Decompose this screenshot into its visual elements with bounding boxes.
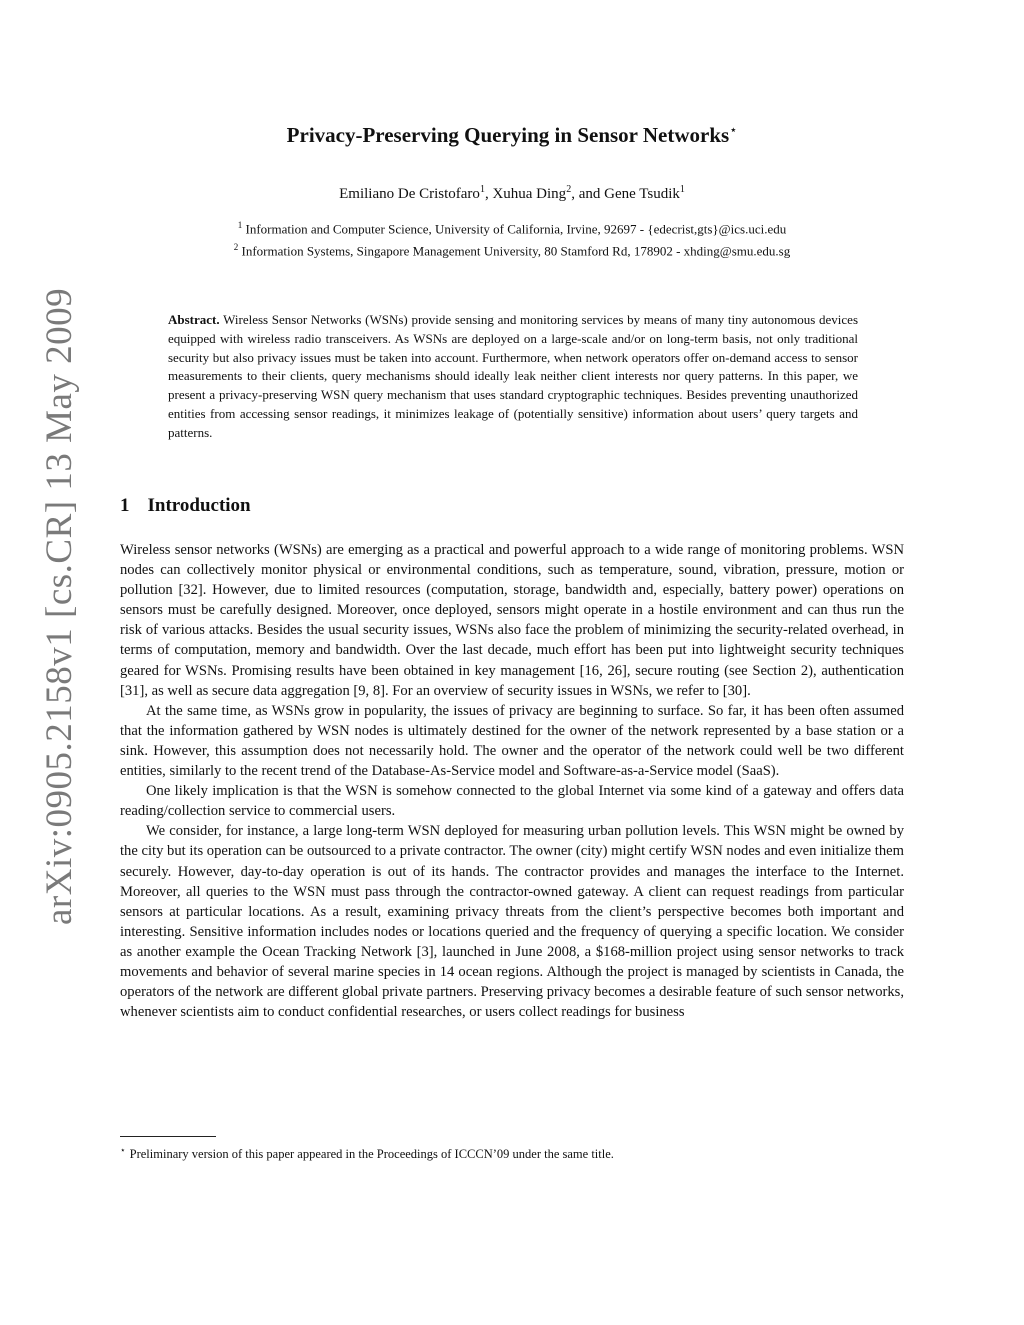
affiliation-mark: 1 bbox=[237, 220, 243, 230]
section-title: Introduction bbox=[147, 495, 251, 516]
footnote-mark: ⋆ bbox=[120, 1145, 126, 1155]
footnote-divider bbox=[120, 1136, 216, 1137]
section-number: 1 bbox=[120, 495, 130, 516]
author-name: Xuhua Ding bbox=[492, 186, 567, 202]
section-heading bbox=[120, 494, 251, 518]
author-separator: , bbox=[484, 186, 493, 202]
author-affil-mark: 1 bbox=[479, 184, 485, 195]
paper-title-text: Privacy-Preserving Querying in Sensor Networks bbox=[286, 123, 730, 147]
body-paragraph: At the same time, as WSNs grow in popularity, the issues of privacy are beginning to surface. So far, it has been often assumed that the information gathered by WSN nodes is ultimately destined for the owner of the network represented by a base station or a sink. However, this assumption does not necessarily hold. The owner and the operator of the network could well be two different entities, similarly to the recent trend of the Database-As-Service model and Software-as-a-Service model (SaaS). bbox=[120, 702, 904, 780]
abstract-label: Abstract. bbox=[168, 312, 220, 327]
author-list bbox=[0, 180, 1024, 204]
footnote-text: Preliminary version of this paper appeared in the Proceedings of ICCCN’09 under the same title. bbox=[129, 1147, 614, 1162]
footnote bbox=[120, 1142, 614, 1162]
body-paragraph: Wireless sensor networks (WSNs) are emerging as a practical and powerful approach to a wide range of monitoring problems. WSN nodes can collectively monitor physical or environmental conditions, such as temperature, sound, vibration, pressure, motion or pollution [32]. However, due to limited resources (computation, storage, bandwidth and, especially, battery power) operations on sensors must be carefully designed. Moreover, once deployed, sensors might operate in a hostile environment and can thus run the risk of various attacks. Besides the usual security issues, WSNs also face the problem of minimizing the security-related overhead, in terms of computation, memory and bandwidth. Over the last decade, much effort has been put into lightweight security techniques geared for WSNs. Promising results have been obtained in key management [16, 26], secure routing (see Section 2), authentication [31], as well as secure data aggregation [9, 8]. For an overview of security issues in WSNs, we refer to [30]. bbox=[120, 542, 904, 699]
affiliation-text: Information and Computer Science, University of California, Irvine, 92697 - {edecrist,gts}@ics.uci.edu bbox=[245, 221, 787, 237]
author-separator: , and bbox=[571, 186, 605, 202]
author-name: Emiliano De Cristofaro bbox=[339, 186, 480, 202]
author-affil-mark: 2 bbox=[566, 184, 572, 195]
arxiv-side-stamp: arXiv:0905.2158v1 [cs.CR] 13 May 2009 bbox=[39, 287, 80, 925]
author-affil-mark: 1 bbox=[679, 184, 685, 195]
abstract-text: Wireless Sensor Networks (WSNs) provide sensing and monitoring services by means of many tiny autonomous devices equipped with wireless radio transceivers. As WSNs are deployed on a large-scale and/or on long-term basis, not only traditional security but also privacy issues must be taken into account. Furthermore, when network operators offer on-demand access to sensor measurements to their clients, query mechanisms should ideally leak neither client interests nor query patterns. In this paper, we present a privacy-preserving WSN query mechanism that uses standard cryptographic techniques. Besides preventing unauthorized entities from accessing sensor readings, it minimizes leakage of (potentially sensitive) information about users’ query targets and patterns. bbox=[168, 312, 859, 440]
affiliation-line bbox=[0, 238, 1024, 260]
affiliation-mark: 2 bbox=[233, 242, 239, 253]
body-paragraph: One likely implication is that the WSN is somehow connected to the global Internet via some kind of a gateway and offers data reading/collection service to commercial users. bbox=[120, 783, 904, 820]
abstract bbox=[168, 311, 858, 443]
affiliation-line bbox=[0, 216, 1024, 238]
affiliations bbox=[0, 216, 1024, 261]
title-footnote-mark: ⋆ bbox=[729, 122, 738, 137]
body-paragraph: We consider, for instance, a large long-term WSN deployed for measuring urban pollution levels. This WSN might be owned by the city but its operation can be outsourced to a private contractor. The owner (city) might certify WSN nodes and even initialize them securely. However, day-to-day operation is out of its hands. The contractor provides and manages the interface to the Internet. Moreover, all queries to the WSN must pass through the contractor-owned gateway. A client can request readings from particular sensors at particular locations. As a result, examining privacy threats from the client’s perspective becomes both important and interesting. Sensitive information includes nodes or locations queried and the frequency of querying a specific location. We consider as another example the Ocean Tracking Network [3], launched in June 2008, a $168-million project using sensor networks to track movements and behavior of several marine species in 14 ocean regions. Although the project is managed by scientists in Canada, the operators of the network are different global private partners. Preserving privacy becomes a desirable feature of such sensor networks, whenever scientists aim to conduct confidential researches, or users collect readings for business bbox=[120, 823, 904, 1021]
paper-title bbox=[0, 117, 1024, 148]
section-body bbox=[120, 540, 904, 1022]
affiliation-text: Information Systems, Singapore Management University, 80 Stamford Rd, 178902 - xhding@smu.edu.sg bbox=[241, 243, 791, 259]
author-name: Gene Tsudik bbox=[604, 186, 680, 202]
